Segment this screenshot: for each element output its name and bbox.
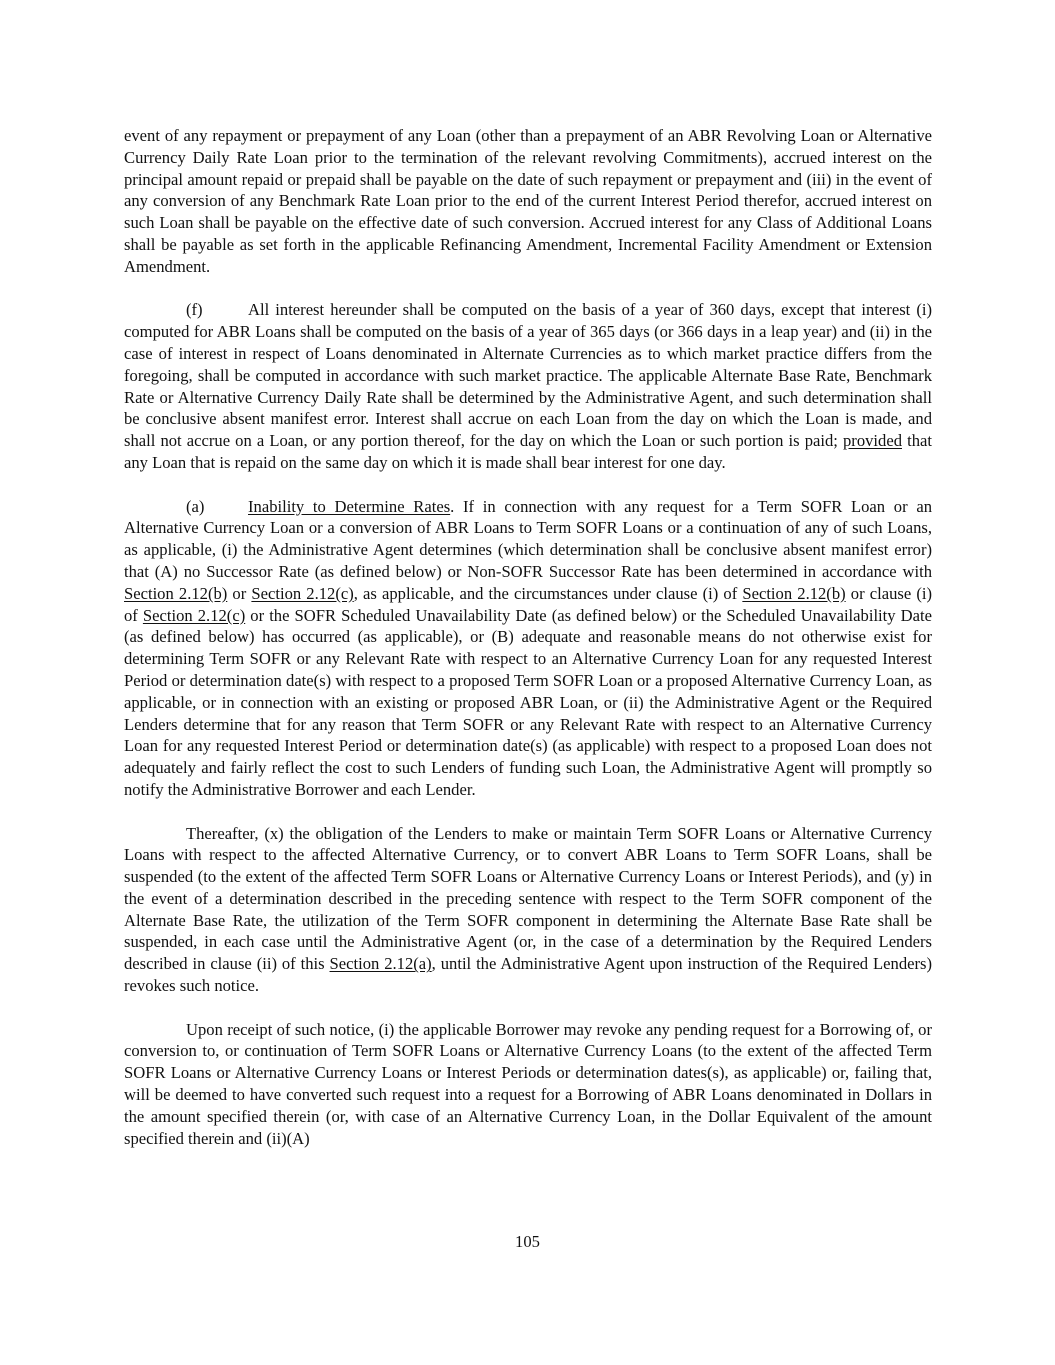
paragraph-continuation: event of any repayment or prepayment of any Loan (other than a prepayment of an ABR Revolving Loan or Alternative Currency Daily Rate Loan prior to the termination of the relevant revolving Commitments), accrued interest on the principal amount repaid or prepaid shall be payable on the date of such repayment or prepayment and (iii) in the event of any conversion of any Benchmark Rate Loan prior to the end of the current Interest Period therefor, accrued interest on such Loan shall be payable on the effective date of such conversion. Accrued interest for any Class of Additional Loans shall be payable as set forth in the applicable Refinancing Amendment, Incremental Facility Amendment or Extension Amendment. (124, 126, 932, 276)
paragraph-a-text-2: or (227, 583, 252, 603)
clause-label-a: (a) (186, 496, 205, 516)
paragraph-thereafter-text-1: Thereafter, (x) the obligation of the Lenders to make or maintain Term SOFR Loans or Alternative Currency Loans with respect to the affected Alternative Currency, or to convert ABR Loans to Term SOFR Loans, shall be suspended (to the extent of the affected Term SOFR Loans or Alternative Currency Loans or Interest Periods), and (y) in the event of a determination described in the preceding sentence with respect to the Term SOFR component of the Alternate Base Rate, the utilization of the Term SOFR component in determining the Alternate Base Rate shall be suspended, in each case until the Administrative Agent (or, in the case of a determination by the Required Lenders described in clause (ii) of this (124, 823, 932, 974)
paragraph-upon-receipt: Upon receipt of such notice, (i) the applicable Borrower may revoke any pending request for a Borrowing of, or conversion to, or continuation of Term SOFR Loans or Alternative Currency Loans (to the extent of the affected Term SOFR Loans or Alternative Currency Loans or Interest Periods or determination dates(s), as applicable) or, failing that, will be deemed to have converted such request into a request for a Borrowing of ABR Loans denominated in Dollars in the amount specified therein (or, with case of an Alternative Currency Loan, in the Dollar Equivalent of the amount specified therein and (ii)(A) (124, 1019, 932, 1148)
clause-label-f: (f) (186, 300, 203, 320)
document-page (124, 125, 932, 1171)
paragraph-a (124, 496, 932, 801)
section-ref-2-12-b: Section 2.12(b) (124, 583, 228, 603)
paragraph-thereafter (124, 823, 932, 997)
paragraph-f-text-2: that any Loan that is repaid on the same day on which it is made shall bear interest for one day. (124, 431, 933, 472)
section-ref-2-12-a: Section 2.12(a) (329, 954, 432, 974)
provided-term: provided (843, 431, 902, 451)
section-ref-2-12-c-clause: Section 2.12(c) (142, 605, 246, 625)
paragraph-f (124, 299, 932, 473)
page-number: 105 (515, 1232, 540, 1251)
paragraph-a-text-5: or the SOFR Scheduled Unavailability Date (as defined below) or the Scheduled Unavailability Date (as defined below) has occurred (as applicable), or (B) adequate and reasonable means do not otherwise exist for determining Term SOFR or any Relevant Rate with respect to an Alternative Currency Loan for any requested Interest Period or determination date(s) with respect to a proposed Term SOFR Loan or a proposed Alternative Currency Loan, as applicable, or in connection with an existing or proposed ABR Loan, or (ii) the Administrative Agent or the Required Lenders determine that for any reason that Term SOFR or any Relevant Rate with respect to an Alternative Currency Loan for any requested Interest Period or determination date(s) (as applicable) with respect to a proposed Loan does not adequately and fairly reflect the cost to such Lenders of funding such Loan, the Administrative Agent will promptly so notify the Administrative Borrower and each Lender. (124, 605, 932, 799)
section-heading: Inability to Determine Rates (248, 496, 451, 516)
paragraph-thereafter-text-2: , until the Administrative Agent upon instruction of the Required Lenders) revokes such notice. (124, 954, 932, 996)
section-ref-2-12-c: Section 2.12(c) (251, 583, 354, 603)
paragraph-a-text-3: , as applicable, and the circumstances under clause (i) of (353, 583, 743, 603)
paragraph-a-text-4: or clause (i) of (124, 583, 933, 625)
section-ref-2-12-b-clause: Section 2.12(b) (742, 583, 846, 603)
paragraph-f-text-1: All interest hereunder shall be computed on the basis of a year of 360 days, except that interest (i) computed for ABR Loans shall be computed on the basis of a year of 365 days (or 366 days in a leap year) and (ii) in the case of interest in respect of Loans denominated in Alternate Currencies as to which market practice differs from the foregoing, shall be computed in accordance with such market practice. The applicable Alternate Base Rate, Benchmark Rate or Alternative Currency Daily Rate shall be determined by the Administrative Agent, and such determination shall be conclusive absent manifest error. Interest shall accrue on each Loan from the day on which the Loan is made, and shall not accrue on a Loan, or any portion thereof, for the day on which the Loan or such portion is paid; (124, 300, 932, 451)
paragraph-a-text-1: . If in connection with any request for a Term SOFR Loan or an Alternative Currency Loan or a conversion of ABR Loans to Term SOFR Loans or a continuation of any of such Loans, as applicable, (i) the Administrative Agent determines (which determination shall be conclusive absent manifest error) that (A) no Successor Rate (as defined below) or Non-SOFR Successor Rate has been determined in accordance with (124, 496, 932, 581)
